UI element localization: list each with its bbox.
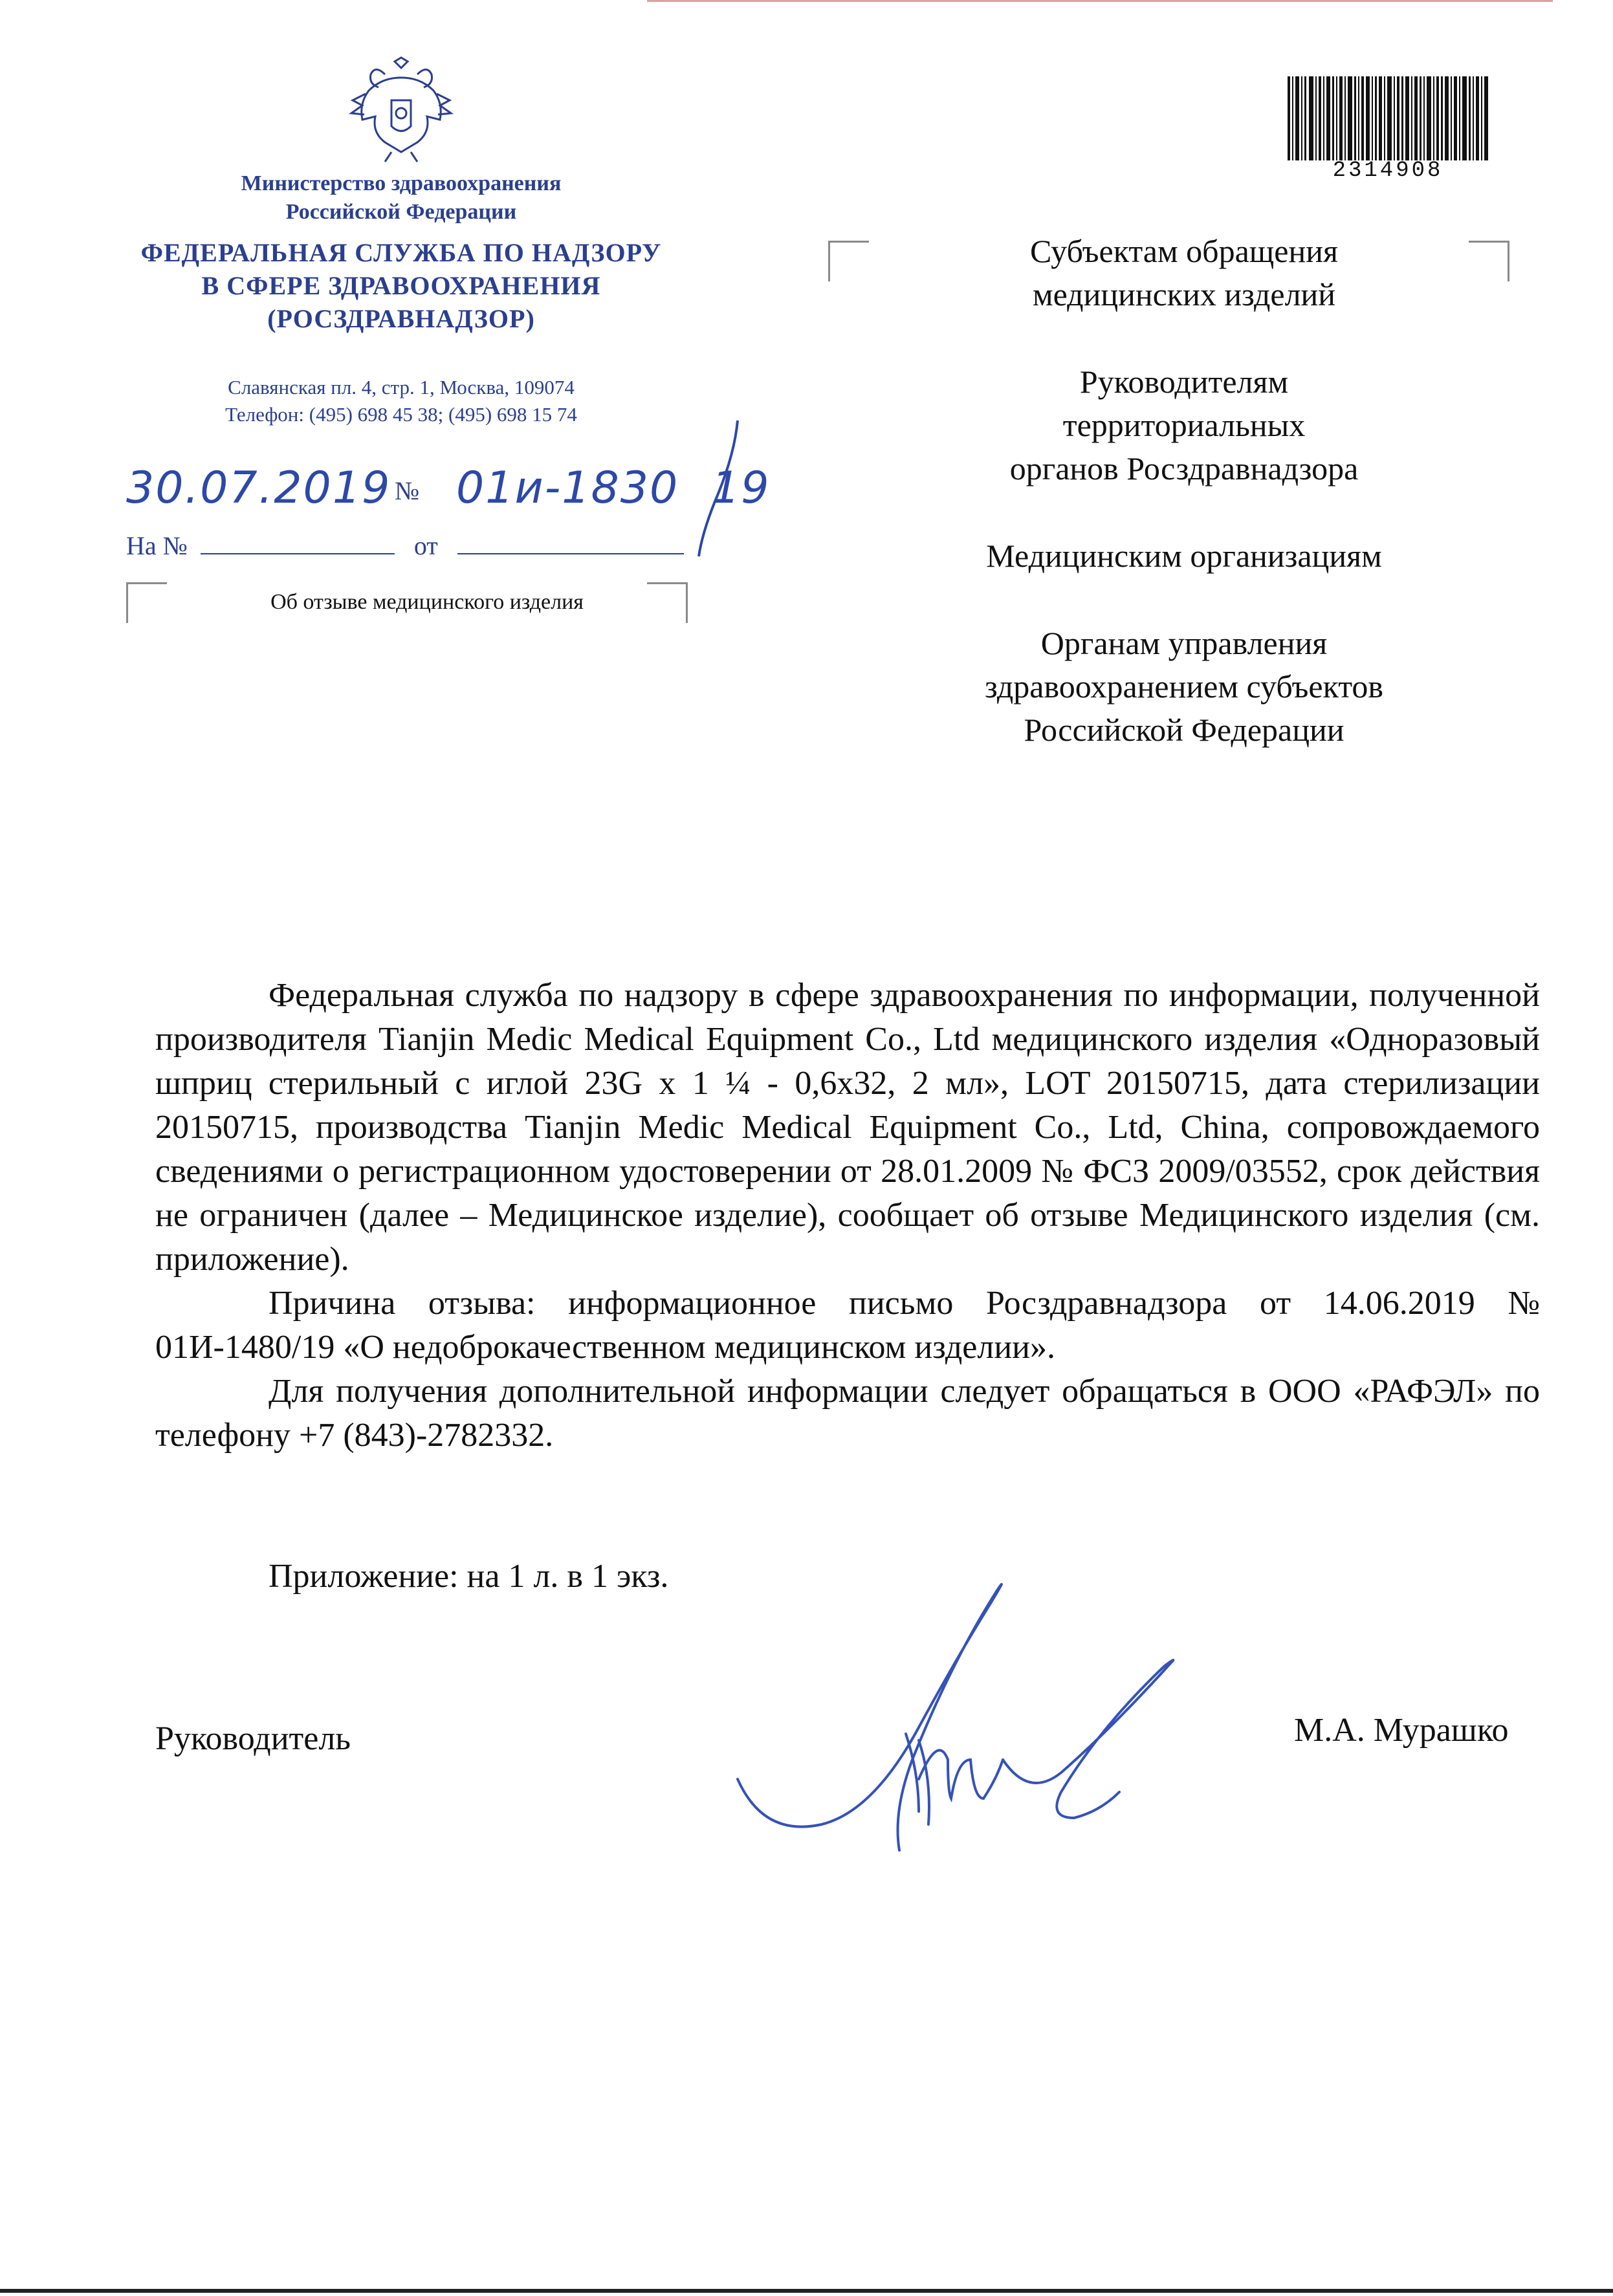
recipient-line: Медицинским организациям	[986, 538, 1382, 574]
recipient-group	[906, 230, 1462, 316]
body-paragraph-2: Причина отзыва: информационное письмо Росздравнадзора от 14.06.2019 № 01И-1480/19 «О недоброкачественном медицинском изделии».	[155, 1285, 1540, 1366]
ministry-line-1: Министерство здравоохранения	[241, 171, 562, 195]
recipient-line: здравоохранением субъектов	[984, 668, 1384, 705]
service-line-1: ФЕДЕРАЛЬНАЯ СЛУЖБА ПО НАДЗОРУ	[140, 238, 662, 267]
ministry-name	[168, 169, 634, 226]
service-line-3: (РОСЗДРАВНАДЗОР)	[267, 304, 535, 333]
recipient-line: Руководителям	[1079, 364, 1289, 400]
subject-corner-left	[126, 582, 167, 623]
coat-of-arms-icon	[346, 55, 456, 165]
body-paragraph-1: Федеральная служба по надзору в сфере здравоохранения по информации, полученной производителя Tianjin Medic Medical Equipment Co., Ltd медицинского изделия «Одноразовый шприц стерильный с иглой 23G x 1 ¼ - 0,6x32, 2 мл», LOT 20150715, дата стерилизации 20150715, производства Tianjin Medic Medical Equipment Co., Ltd, China, сопровождаемого сведениями о регистрационном удостоверении от 28.01.2009 № ФСЗ 2009/03552, срок действия не ограничен (далее – Медицинское изделие), сообщает об отзыве Медицинского изделия (см. приложение).	[155, 977, 1540, 1278]
attachment-note: Приложение: на 1 л. в 1 экз.	[269, 1558, 669, 1595]
ministry-line-2: Российской Федерации	[285, 200, 517, 224]
recipient-line: медицинских изделий	[1032, 276, 1336, 312]
reference-from-label: от	[413, 531, 438, 560]
registration-line	[126, 463, 806, 521]
recipient-line: органов Росздравнадзора	[1009, 450, 1359, 487]
recipient-group	[906, 360, 1462, 490]
handwritten-number: 01и-1830	[456, 463, 679, 514]
handwritten-signature	[725, 1566, 1216, 1876]
recipient-corner-right	[1469, 241, 1509, 281]
barcode-icon	[1288, 76, 1488, 160]
number-sign: №	[395, 476, 420, 505]
service-line-2: В СФЕРЕ ЗДРАВООХРАНЕНИЯ	[201, 271, 601, 300]
reference-number-blank	[201, 531, 395, 554]
handwritten-number-suffix: 19	[712, 463, 771, 514]
body-paragraph-3: Для получения дополнительной информации следует обращаться в ООО «РАФЭЛ» по телефону +7 (843)-2782332.	[155, 1373, 1540, 1454]
signer-title: Руководитель	[155, 1720, 351, 1757]
reference-date-blank	[457, 531, 684, 554]
reference-label: На №	[126, 531, 188, 560]
recipient-line: территориальных	[1062, 407, 1306, 443]
recipient-group	[906, 622, 1462, 752]
recipients-block	[906, 230, 1462, 796]
scan-bottom-edge	[0, 2289, 1613, 2293]
handwritten-date: 30.07.2019	[126, 463, 391, 514]
signer-name: М.А. Мурашко	[1294, 1712, 1509, 1749]
address-line: Славянская пл. 4, стр. 1, Москва, 109074	[228, 376, 575, 399]
service-name	[104, 236, 699, 335]
scan-edge-line	[647, 0, 1553, 2]
recipient-line: Субъектам обращения	[1030, 233, 1338, 269]
barcode-number: 2314908	[1332, 159, 1443, 183]
recipient-corner-left	[828, 241, 869, 281]
address-block	[149, 374, 653, 428]
recipient-line: Органам управления	[1040, 625, 1328, 661]
recipient-line: Российской Федерации	[1024, 712, 1344, 748]
letter-body	[155, 974, 1540, 1458]
phone-line: Телефон: (495) 698 45 38; (495) 698 15 74	[225, 403, 577, 426]
recipient-group	[906, 534, 1462, 578]
reference-line	[126, 530, 684, 561]
letter-subject: Об отзыве медицинского изделия	[270, 590, 584, 614]
